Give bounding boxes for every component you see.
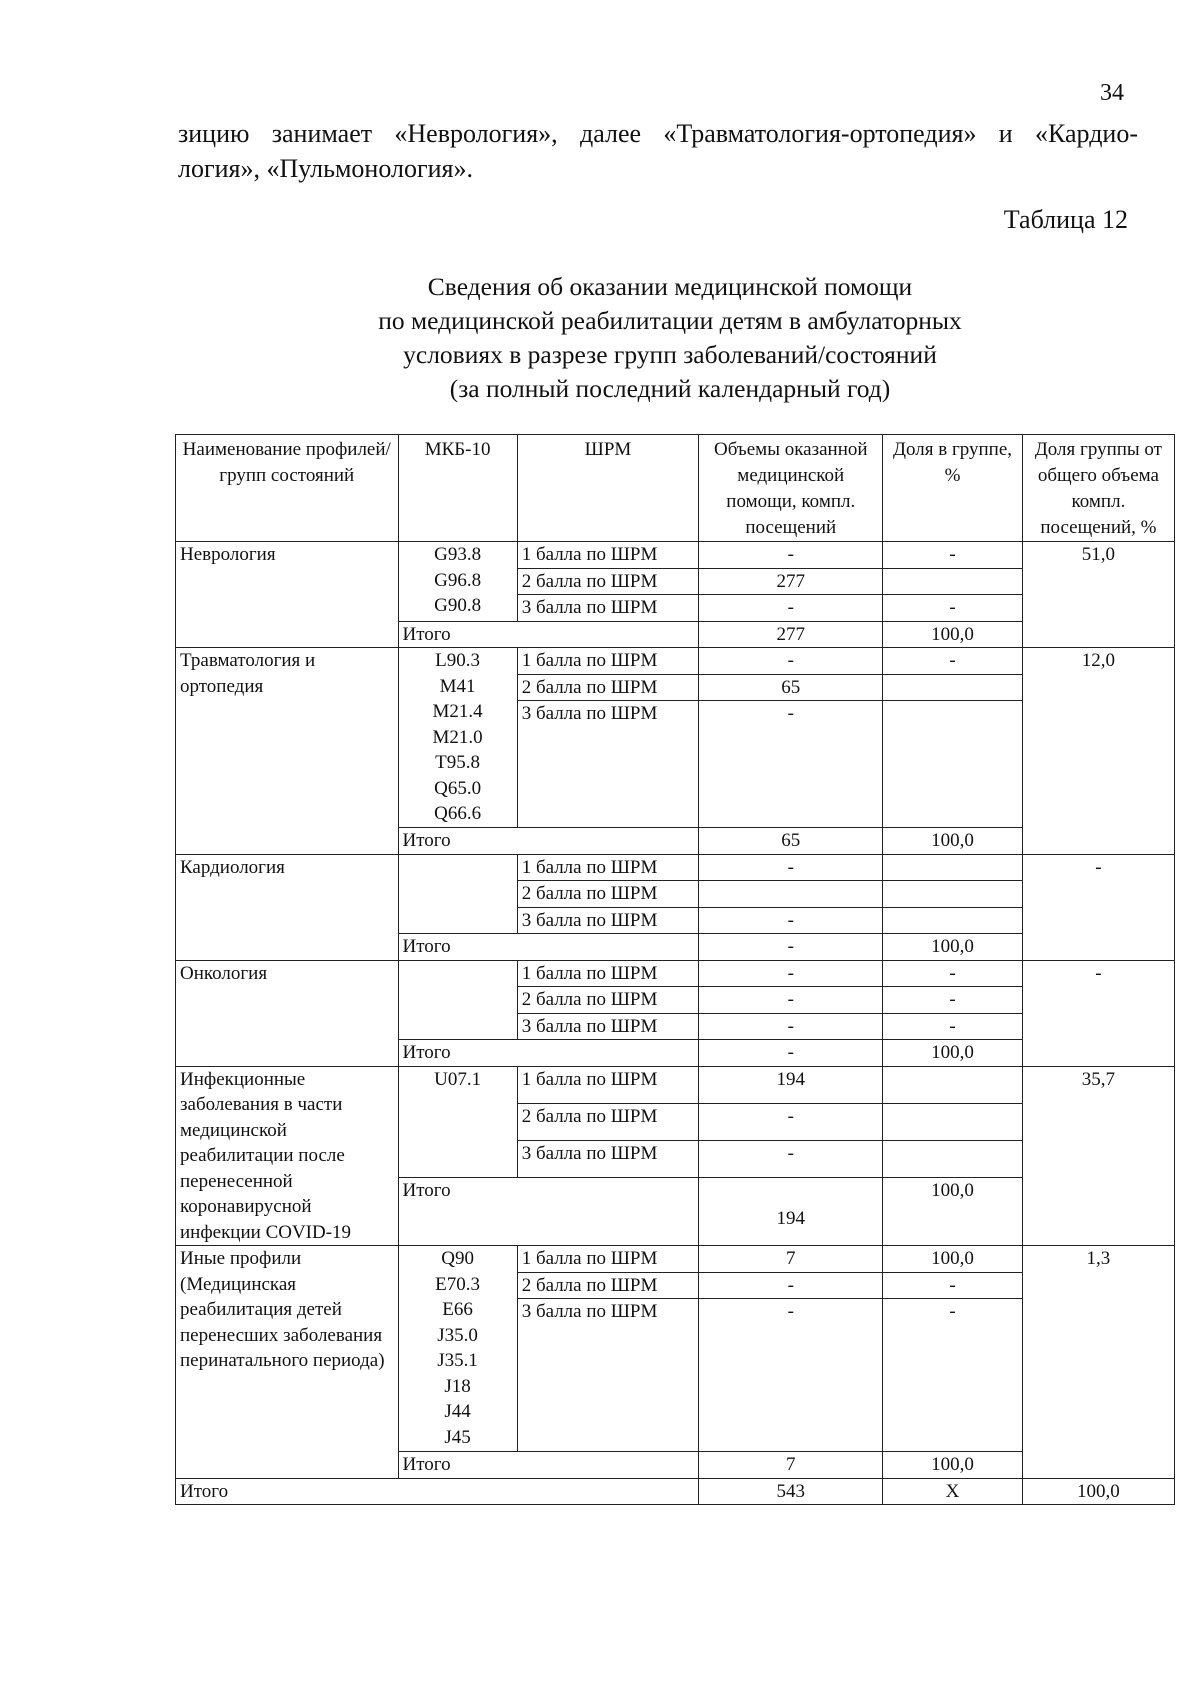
mkb-codes: U07.1 bbox=[398, 1066, 517, 1178]
header-volume: Объемы оказанной медицинской помощи, компл. посещений bbox=[699, 435, 883, 542]
volume-cell: 7 bbox=[699, 1246, 883, 1273]
share-cell: - bbox=[883, 595, 1023, 622]
group-name: Онкология bbox=[176, 960, 399, 1066]
header-shrm: ШРМ bbox=[517, 435, 699, 542]
header-mkb: МКБ-10 bbox=[398, 435, 517, 542]
volume-cell: 277 bbox=[699, 568, 883, 595]
subtotal-share: 100,0 bbox=[883, 1178, 1023, 1246]
mkb-codes: Q90 E70.3 E66 J35.0 J35.1 J18 J44 J45 bbox=[398, 1246, 517, 1452]
share-cell: - bbox=[883, 648, 1023, 675]
shrm-level: 3 балла по ШРМ bbox=[517, 595, 699, 622]
shrm-level: 1 балла по ШРМ bbox=[517, 854, 699, 881]
shrm-level: 1 балла по ШРМ bbox=[517, 542, 699, 569]
share-cell: 100,0 bbox=[883, 1246, 1023, 1273]
rehab-table bbox=[175, 434, 1175, 1505]
share-cell: - bbox=[883, 987, 1023, 1014]
volume-cell bbox=[699, 881, 883, 908]
table-row bbox=[176, 960, 1175, 987]
title-line: Сведения об оказании медицинской помощи bbox=[427, 272, 913, 301]
subtotal-share: 100,0 bbox=[883, 934, 1023, 961]
grand-total-row bbox=[176, 1478, 1175, 1505]
shrm-level: 1 балла по ШРМ bbox=[517, 960, 699, 987]
group-name: Инфекционные заболевания в части медицинской реабилитации после перенесенной коронавирусной инфекции COVID-19 bbox=[176, 1066, 399, 1246]
grand-total-volume: 543 bbox=[699, 1478, 883, 1505]
subtotal-volume: 65 bbox=[699, 828, 883, 855]
shrm-level: 2 балла по ШРМ bbox=[517, 1103, 699, 1140]
subtotal-label: Итого bbox=[398, 621, 699, 648]
shrm-level: 1 балла по ШРМ bbox=[517, 1066, 699, 1103]
share-cell: - bbox=[883, 1013, 1023, 1040]
table-row bbox=[176, 854, 1175, 881]
table-row bbox=[176, 648, 1175, 675]
shrm-level: 2 балла по ШРМ bbox=[517, 1272, 699, 1299]
volume-cell: - bbox=[699, 987, 883, 1014]
volume-cell: - bbox=[699, 960, 883, 987]
mkb-codes: L90.3 M41 M21.4 M21.0 T95.8 Q65.0 Q66.6 bbox=[398, 648, 517, 828]
shrm-level: 2 балла по ШРМ bbox=[517, 674, 699, 701]
header-name: Наименование профилей/групп состояний bbox=[176, 435, 399, 542]
table-header-row bbox=[176, 435, 1175, 542]
subtotal-share: 100,0 bbox=[883, 1452, 1023, 1479]
subtotal-share: 100,0 bbox=[883, 621, 1023, 648]
share-cell: - bbox=[883, 1272, 1023, 1299]
grand-total-label: Итого bbox=[176, 1478, 699, 1505]
subtotal-label: Итого bbox=[398, 1178, 699, 1246]
share-cell bbox=[883, 1066, 1023, 1103]
mkb-codes: G93.8 G96.8 G90.8 bbox=[398, 542, 517, 622]
share-cell bbox=[883, 701, 1023, 828]
title-line: (за полный последний календарный год) bbox=[449, 374, 891, 403]
group-share-cell: 12,0 bbox=[1022, 648, 1174, 855]
subtotal-volume: 277 bbox=[699, 621, 883, 648]
table-label: Таблица 12 bbox=[1003, 205, 1128, 234]
header-share: Доля в группе, % bbox=[883, 435, 1023, 542]
subtotal-volume: - bbox=[699, 934, 883, 961]
volume-cell: - bbox=[699, 1013, 883, 1040]
share-cell: - bbox=[883, 1299, 1023, 1452]
page-number: 34 bbox=[1100, 80, 1124, 106]
group-share-cell: 35,7 bbox=[1022, 1066, 1174, 1246]
group-share-cell: 51,0 bbox=[1022, 542, 1174, 648]
subtotal-volume: 7 bbox=[699, 1452, 883, 1479]
group-name: Травматология и ортопедия bbox=[176, 648, 399, 855]
grand-total-group-share: 100,0 bbox=[1022, 1478, 1174, 1505]
volume-cell: - bbox=[699, 1103, 883, 1140]
group-name: Кардиология bbox=[176, 854, 399, 960]
grand-total-share: Х bbox=[883, 1478, 1023, 1505]
share-cell bbox=[883, 881, 1023, 908]
table-row bbox=[176, 542, 1175, 569]
volume-cell: 194 bbox=[699, 1066, 883, 1103]
subtotal-share: 100,0 bbox=[883, 1040, 1023, 1067]
share-cell bbox=[883, 568, 1023, 595]
table-title bbox=[290, 270, 1050, 406]
share-cell bbox=[883, 674, 1023, 701]
share-cell bbox=[883, 1103, 1023, 1140]
group-name: Иные профили (Медицинская реабилитация детей перенесших заболевания перинатального периода) bbox=[176, 1246, 399, 1479]
group-share-cell: 1,3 bbox=[1022, 1246, 1174, 1479]
subtotal-label: Итого bbox=[398, 934, 699, 961]
volume-cell: - bbox=[699, 701, 883, 828]
share-cell bbox=[883, 854, 1023, 881]
volume-cell: - bbox=[699, 648, 883, 675]
table-row bbox=[176, 1246, 1175, 1273]
shrm-level: 3 балла по ШРМ bbox=[517, 1140, 699, 1177]
shrm-level: 1 балла по ШРМ bbox=[517, 648, 699, 675]
subtotal-label: Итого bbox=[398, 828, 699, 855]
shrm-level: 3 балла по ШРМ bbox=[517, 1013, 699, 1040]
subtotal-volume: 194 bbox=[699, 1178, 883, 1246]
share-cell bbox=[883, 1140, 1023, 1177]
volume-cell: - bbox=[699, 1140, 883, 1177]
intro-paragraph bbox=[178, 116, 1138, 186]
volume-cell: - bbox=[699, 1272, 883, 1299]
group-share-cell: - bbox=[1022, 960, 1174, 1066]
subtotal-label: Итого bbox=[398, 1452, 699, 1479]
group-name: Неврология bbox=[176, 542, 399, 648]
shrm-level: 2 балла по ШРМ bbox=[517, 568, 699, 595]
group-share-cell: - bbox=[1022, 854, 1174, 960]
volume-cell: - bbox=[699, 907, 883, 934]
shrm-level: 3 балла по ШРМ bbox=[517, 701, 699, 828]
share-cell bbox=[883, 907, 1023, 934]
shrm-level: 2 балла по ШРМ bbox=[517, 881, 699, 908]
volume-cell: 65 bbox=[699, 674, 883, 701]
title-line: условиях в разрезе групп заболеваний/состояний bbox=[403, 340, 937, 369]
mkb-codes bbox=[398, 960, 517, 1040]
share-cell: - bbox=[883, 960, 1023, 987]
table-row bbox=[176, 1066, 1175, 1103]
volume-cell: - bbox=[699, 595, 883, 622]
intro-line-1: зицию занимает «Неврология», далее «Травматология-ортопедия» и «Кардио- bbox=[178, 119, 1138, 148]
shrm-level: 1 балла по ШРМ bbox=[517, 1246, 699, 1273]
shrm-level: 3 балла по ШРМ bbox=[517, 1299, 699, 1452]
volume-cell: - bbox=[699, 1299, 883, 1452]
mkb-codes bbox=[398, 854, 517, 934]
subtotal-share: 100,0 bbox=[883, 828, 1023, 855]
volume-cell: - bbox=[699, 854, 883, 881]
share-cell: - bbox=[883, 542, 1023, 569]
volume-cell: - bbox=[699, 542, 883, 569]
title-line: по медицинской реабилитации детям в амбулаторных bbox=[378, 306, 962, 335]
subtotal-volume: - bbox=[699, 1040, 883, 1067]
header-group-share: Доля группы от общего объема компл. посещений, % bbox=[1022, 435, 1174, 542]
subtotal-label: Итого bbox=[398, 1040, 699, 1067]
intro-line-2: логия», «Пульмонология». bbox=[178, 154, 474, 183]
shrm-level: 3 балла по ШРМ bbox=[517, 907, 699, 934]
shrm-level: 2 балла по ШРМ bbox=[517, 987, 699, 1014]
